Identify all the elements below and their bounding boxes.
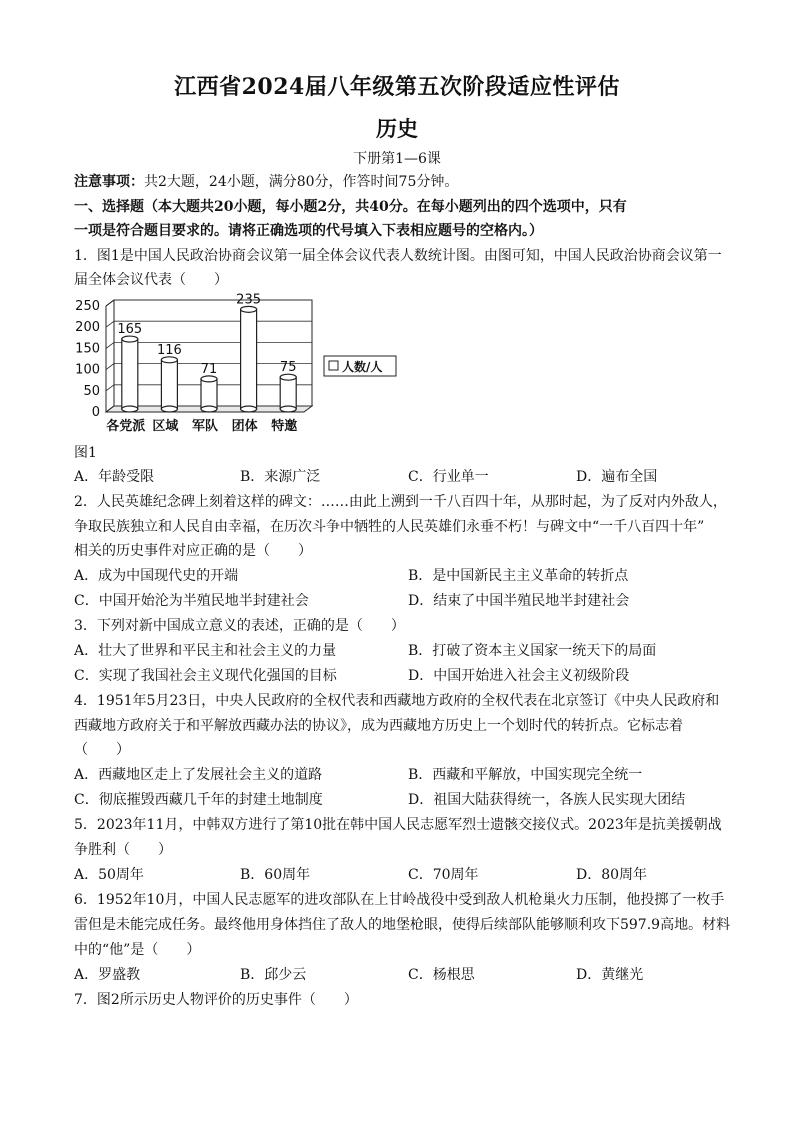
chart-grid-diag <box>106 385 114 391</box>
q4-stem-line1: 4．1951年5月23日，中央人民政府的全权代表和西藏地方政府的全权代表在北京签订《中央人民政府和 <box>74 693 720 709</box>
section1-line1: 一、选择题（本大题共20小题，每小题2分，共40分。在每小题列出的四个选项中，只有 <box>74 199 627 215</box>
chart-bar <box>122 339 138 409</box>
figure1-label: 图1 <box>74 445 97 461</box>
q5-stem-line1: 5．2023年11月，中韩双方进行了第10批在韩中国人民志愿军烈士遗骸交接仪式。2023年是抗美援朝战 <box>74 817 722 833</box>
q1-stem-line2: 届全体会议代表（ ） <box>74 272 228 288</box>
chart-bar <box>280 377 296 409</box>
q6-option-b[interactable]: B．邱少云 <box>240 967 307 983</box>
chart-y-tick-label: 200 <box>75 320 100 336</box>
notice-line <box>74 172 734 192</box>
notice-label: 注意事项： <box>74 174 144 190</box>
chart-bar <box>161 360 177 409</box>
chart-y-tick-label: 100 <box>75 362 100 378</box>
chart-x-tick-label: 军队 <box>191 419 219 434</box>
q1-stem-line1: 1．图1是中国人民政治协商会议第一届全体会议代表人数统计图。由图可知，中国人民政治协商会议第一 <box>74 248 722 264</box>
q5-option-b[interactable]: B．60周年 <box>240 867 311 883</box>
chart-grid-diag <box>106 300 114 306</box>
q3-option-a[interactable]: A．壮大了世界和平民主和社会主义的力量 <box>74 643 337 659</box>
q4-option-a[interactable]: A．西藏地区走上了发展社会主义的道路 <box>74 767 323 783</box>
chart-y-tick-label: 0 <box>91 405 100 420</box>
chart-y-tick-label: 150 <box>75 341 100 357</box>
chart-data-label: 71 <box>200 361 218 377</box>
notice-text: 共2大题，24小题，满分80分，作答时间75分钟。 <box>144 174 459 190</box>
chart-bar-base <box>161 406 177 412</box>
chart-x-tick-label: 各党派 <box>106 419 146 434</box>
q6-option-d[interactable]: D．黄继光 <box>576 967 644 983</box>
q2-stem-line3: 相关的历史事件对应正确的是（ ） <box>74 543 312 559</box>
chart-legend-swatch <box>329 361 338 370</box>
scope-line: 下册第1—6课 <box>353 151 441 167</box>
chart-bar-base <box>280 406 296 412</box>
chart-data-label: 165 <box>117 322 143 338</box>
q2-option-c[interactable]: C．中国开始沦为半殖民地半封建社会 <box>74 593 309 609</box>
q7-stem-line1: 7．图2所示历史人物评价的历史事件（ ） <box>74 992 358 1008</box>
chart-y-tick-label: 50 <box>83 383 100 399</box>
q3-option-b[interactable]: B．打破了资本主义国家一统天下的局面 <box>408 643 657 659</box>
chart-grid-diag <box>106 342 114 348</box>
q2-option-a[interactable]: A．成为中国现代史的开端 <box>74 568 239 584</box>
q4-stem-line3: （ ） <box>74 742 130 758</box>
chart-data-label: 235 <box>236 292 262 308</box>
chart-data-label: 75 <box>279 360 297 376</box>
q5-stem-line2: 争胜利（ ） <box>74 842 172 858</box>
q6-stem-line3: 中的“他”是（ ） <box>74 942 201 958</box>
chart-x-tick-label: 特邀 <box>271 419 298 434</box>
q3-option-c[interactable]: C．实现了我国社会主义现代化强国的目标 <box>74 668 337 684</box>
chart-bar-base <box>241 406 257 412</box>
q4-option-c[interactable]: C．彻底摧毁西藏几千年的封建土地制度 <box>74 792 323 808</box>
exam-title: 江西省2024届八年级第五次阶段适应性评估 <box>174 74 620 100</box>
q2-option-b[interactable]: B．是中国新民主主义革命的转折点 <box>408 568 629 584</box>
chart-bar <box>241 309 257 409</box>
q5-option-a[interactable]: A．50周年 <box>74 867 144 883</box>
q5-option-c[interactable]: C．70周年 <box>408 867 479 883</box>
chart-grid-diag <box>106 364 114 370</box>
q4-stem-line2: 西藏地方政府关于和平解放西藏办法的协议》，成为西藏地方历史上一个划时代的转折点。它标志着 <box>74 718 683 734</box>
q2-stem-line2: 争取民族独立和人民自由幸福，在历次斗争中牺牲的人民英雄们永垂不朽！与碑文中“一千八百四十年” <box>74 519 705 535</box>
chart-data-label: 116 <box>156 342 182 358</box>
chart-x-tick-label: 区域 <box>152 419 179 434</box>
q6-option-a[interactable]: A．罗盛教 <box>74 967 141 983</box>
chart-y-tick-label: 250 <box>75 299 100 314</box>
q1-option-d[interactable]: D．遍布全国 <box>576 469 658 485</box>
q6-stem-line2: 雷但是未能完成任务。最终他用身体挡住了敌人的地堡枪眼，使得后续部队能够顺利攻下597.9高地。材料 <box>74 917 731 933</box>
q1-option-c[interactable]: C．行业单一 <box>408 469 489 485</box>
chart-bar-base <box>201 406 217 412</box>
subject-title: 历史 <box>376 116 418 141</box>
figure1-bar-chart <box>72 292 402 438</box>
q5-option-d[interactable]: D．80周年 <box>576 867 648 883</box>
q2-option-d[interactable]: D．结束了中国半殖民地半封建社会 <box>408 593 630 609</box>
chart-legend-label: 人数/人 <box>342 360 383 374</box>
q4-option-b[interactable]: B．西藏和平解放，中国实现完全统一 <box>408 767 643 783</box>
q6-option-c[interactable]: C．杨根思 <box>408 967 475 983</box>
chart-bar <box>201 379 217 409</box>
section1-line2: 一项是符合题目要求的。请将正确选项的代号填入下表相应题号的空格内。） <box>74 223 543 239</box>
q2-stem-line1: 2．人民英雄纪念碑上刻着这样的碑文：……由此上溯到一千八百四十年，从那时起，为了反对内外敌人， <box>74 494 727 510</box>
q1-option-b[interactable]: B．来源广泛 <box>240 469 321 485</box>
chart-grid-diag <box>106 321 114 327</box>
q6-stem-line1: 6．1952年10月，中国人民志愿军的进攻部队在上甘岭战役中受到敌人机枪巢火力压制，他投掷了一枚手 <box>74 892 725 908</box>
chart-x-tick-label: 团体 <box>231 419 258 434</box>
q3-stem-line1: 3．下列对新中国成立意义的表述，正确的是（ ） <box>74 618 405 634</box>
chart-bar-base <box>122 406 138 412</box>
q1-option-a[interactable]: A．年龄受限 <box>74 469 155 485</box>
q3-option-d[interactable]: D．中国开始进入社会主义初级阶段 <box>408 668 630 684</box>
q4-option-d[interactable]: D．祖国大陆获得统一，各族人民实现大团结 <box>408 792 686 808</box>
